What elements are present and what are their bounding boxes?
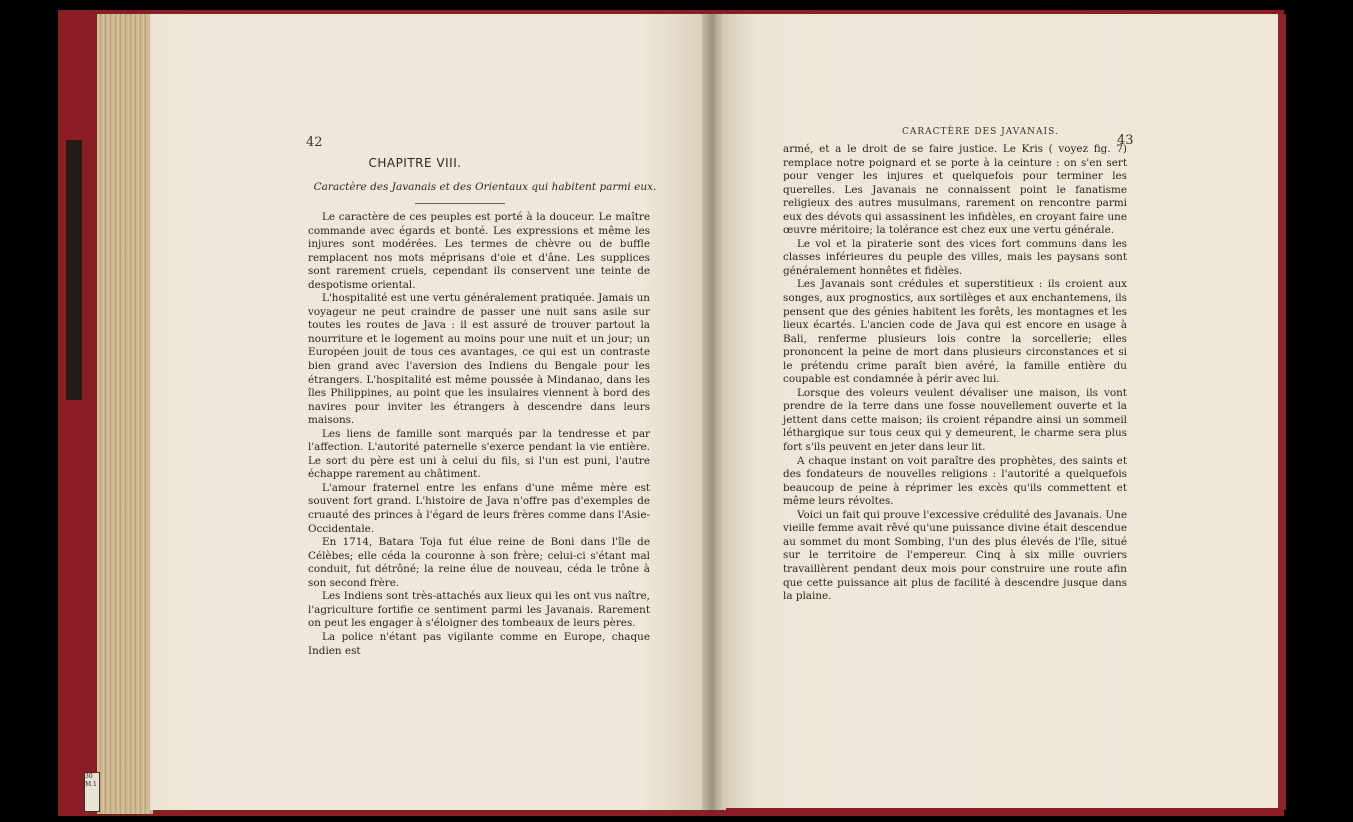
paragraph: Les Indiens sont très-attachés aux lieux qui les ont vus naître, l'agriculture fortifie ce sentiment parmi les Javanais. Rarement on peut les engager à s'éloigner des tombeaux de leurs pères. <box>308 590 650 630</box>
spine-band <box>66 140 82 400</box>
chapter-subtitle: Caractère des Javanais et des Orientaux qui habitent parmi eux. <box>313 181 657 193</box>
right-page-number: 43 <box>1117 133 1134 148</box>
paragraph: La police n'étant pas vigilante comme en Europe, chaque Indien est <box>308 630 650 657</box>
paragraph: Les Javanais sont crédules et superstitieux : ils croient aux songes, aux prognostics, aux sortilèges et aux enchantemens, ils pensent que des génies habitent les forêts, les montagnes et les lieux écartés. L'ancien code de Java qui est encore en usage à Bali, renferme plusieurs lois contre la sorcellerie; elles prononcent la peine de mort dans plusieurs circonstances et si le prétendu crime paraît bien avéré, la famille entière du coupable est condamnée à périr avec lui. <box>783 278 1127 386</box>
paragraph: L'amour fraternel entre les enfans d'une même mère est souvent fort grand. L'histoire de Java n'offre pas d'exemples de cruauté des princes à l'égard de leurs frères comme dans l'Asie-Occidentale. <box>308 481 650 535</box>
chapter-title: CHAPITRE VIII. <box>368 156 462 170</box>
paragraph: Voici un fait qui prouve l'excessive crédulité des Javanais. Une vieille femme avait rêvé qu'une puissance divine était descendue au sommet du mont Sombing, l'un des plus élevés de l'île, situé sur le territoire de l'empereur. Cinq à six mille ouvriers travaillèrent pendant deux mois pour construire une route afin que cette puissance ait plus de facilité à descendre jusque dans la plaine. <box>783 508 1127 603</box>
page-edges <box>97 14 153 814</box>
title-divider <box>415 203 505 204</box>
paragraph: En 1714, Batara Toja fut élue reine de Boni dans l'île de Célèbes; elle céda la couronne à son frère; celui-ci s'étant mal conduit, fut détrôné; la reine élue de nouveau, céda le trône à son second frère. <box>308 536 650 589</box>
paragraph: L'hospitalité est une vertu généralement pratiquée. Jamais un voyageur ne peut craindre de passer une nuit sans asile sur toutes les routes de Java : il est assuré de trouver partout la nourriture et le logement au moins pour une nuit et un jour; un Européen jouit de tous ces avantages, ce qui est un contraste bien grand avec l'aversion des Indiens du Bengale pour les étrangers. L'hospitalité est même poussée à Mindanao, dans les îles Philippines, au point que les insulaires viennent à bord des navires pour inviter les étrangers à descendre dans leurs maisons. <box>308 292 650 427</box>
paragraph: Le caractère de ces peuples est porté à la douceur. Le maître commande avec égards et bonté. Les expressions et même les injures sont modérées. Les termes de chèvre ou de buffle remplacent nos mots méprisans d'oie et d'âne. Les supplices sont rarement cruels, cependant ils conservent une teinte de despotisme oriental. <box>308 211 650 291</box>
paragraph: A chaque instant on voit paraître des prophètes, des saints et des fondateurs de nouvelles religions : l'autorité a quelquefois beaucoup de peine à réprimer les excès qu'ils commettent et même leurs révoltes. <box>783 454 1127 508</box>
paragraph: armé, et a le droit de se faire justice. Le Kris ( voyez fig. 7) remplace notre poignard et se porte à la ceinture : on s'en sert pour venger les injures et quelquefois pour terminer les querelles. Les Javanais ne connaissent point le fanatisme religieux des autres musulmans, rarement on rencontre parmi eux des dévots qui assassinent les infidèles, en croyant faire une œuvre méritoire; la tolérance est chez eux une vertu générale. <box>783 143 1127 237</box>
left-page-number: 42 <box>306 135 323 150</box>
paragraph: Le vol et la piraterie sont des vices fort communs dans les classes inférieures du peuple des villes, mais les paysans sont généralement honnêtes et fidèles. <box>783 237 1127 277</box>
right-page-text <box>783 143 1127 604</box>
shelf-label-line2: M.1 <box>85 781 97 788</box>
paragraph: Les liens de famille sont marqués par la tendresse et par l'affection. L'autorité paternelle s'exerce pendant la vie entière. Le sort du père est uni à celui du fils, si l'un est puni, l'autre échappe rarement au châtiment. <box>308 427 650 481</box>
left-page-text <box>308 211 650 658</box>
shelf-label <box>84 772 100 812</box>
shelf-label-line1: 30 <box>85 773 93 780</box>
right-cover-edge <box>1278 14 1286 810</box>
running-head: CARACTÈRE DES JAVANAIS. <box>902 127 1059 137</box>
paragraph: Lorsque des voleurs veulent dévaliser une maison, ils vont prendre de la terre dans une fosse nouvellement ouverte et la jettent dans cette maison; ils croient répandre ainsi un sommeil léthargique sur tous ceux qui y demeurent, le charme sera plus fort s'ils peuvent en jeter dans leur lit. <box>783 386 1127 454</box>
